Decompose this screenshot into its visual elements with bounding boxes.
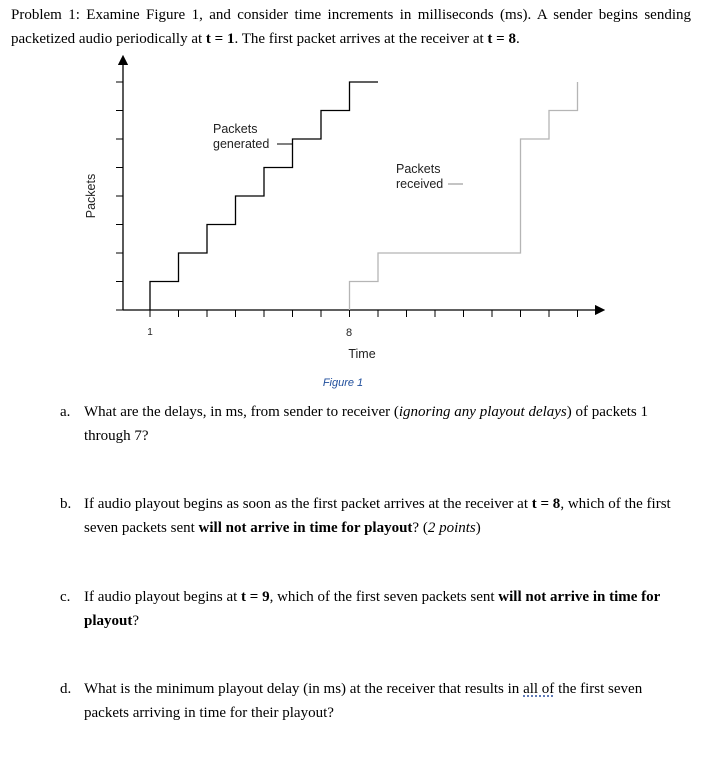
- question-d-underlined: all of: [523, 681, 555, 697]
- x-tick-label-8: 8: [345, 327, 353, 339]
- question-b-bold: will not arrive in time for playout: [198, 519, 413, 536]
- question-c-text-3: ?: [132, 612, 140, 629]
- question-b-letter: b.: [60, 496, 72, 512]
- generated-label-line-1: Packets: [213, 122, 258, 136]
- question-b: [60, 493, 680, 540]
- generated-label-line-2: generated: [213, 137, 270, 151]
- question-c-letter: c.: [60, 589, 71, 605]
- question-b-points: 2 points: [427, 519, 476, 536]
- question-b-text-3: ? (: [412, 519, 428, 536]
- question-c-bold: will not arrive in time for playout: [84, 589, 661, 629]
- problem-text-3: .: [515, 30, 520, 47]
- question-a-letter: a.: [60, 404, 71, 420]
- packets-received-line: [350, 82, 578, 310]
- received-label-line-1: Packets: [396, 162, 441, 176]
- received-label-line-2: received: [396, 177, 444, 191]
- question-d: [60, 678, 680, 725]
- problem-text-2: . The first packet arrives at the receiver at: [234, 30, 488, 47]
- question-c-text-1: If audio playout begins at: [84, 589, 242, 605]
- problem-label: Problem 1:: [11, 7, 80, 23]
- x-axis-ticks: [150, 310, 578, 317]
- question-b-time: t = 8: [531, 496, 561, 512]
- question-b-text-1: If audio playout begins as soon as the first packet arrives at the receiver at: [84, 496, 532, 512]
- question-a-text-1: What are the delays, in ms, from sender to receiver (: [84, 404, 399, 420]
- figure-caption: Figure 1: [322, 377, 364, 389]
- x-tick-label-1: 1: [147, 327, 153, 338]
- question-a-text-2: ) of packets 1 through 7?: [84, 404, 648, 444]
- question-d-text-1: What is the minimum playout delay (in ms) at the receiver that results in: [84, 681, 524, 697]
- problem-text-1: Examine Figure 1, and consider time increments in milliseconds (ms). A sender begins sending packetized audio periodically at: [11, 7, 692, 47]
- question-c-time: t = 9: [241, 589, 270, 605]
- question-a-italic: ignoring any playout delays: [398, 404, 567, 420]
- packets-generated-line: [150, 82, 378, 310]
- question-b-text-4: ): [475, 519, 481, 536]
- y-axis-ticks: [116, 82, 123, 310]
- question-c: [60, 586, 680, 633]
- question-a: [60, 401, 680, 448]
- question-d-text-2: the first seven packets arriving in time for their playout?: [84, 681, 643, 721]
- y-axis-label: Packets: [84, 173, 98, 219]
- question-d-letter: d.: [60, 681, 72, 697]
- problem-t-start: t = 1: [205, 30, 235, 47]
- question-c-text-2: , which of the first seven packets sent: [269, 589, 499, 605]
- x-axis-label: Time: [348, 347, 376, 361]
- problem-t-arrive: t = 8: [487, 30, 516, 47]
- question-b-text-2: , which of the first seven packets sent: [84, 496, 671, 536]
